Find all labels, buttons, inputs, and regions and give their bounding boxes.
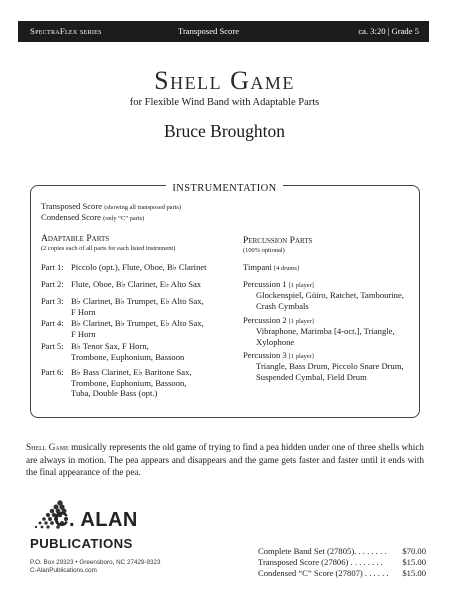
- publisher-website: C-AlanPublications.com: [30, 567, 97, 574]
- piece-title: Shell Game: [154, 66, 295, 95]
- timpani: Timpani [4 drums]: [243, 262, 300, 272]
- publisher-address: P.O. Box 29323 • Greensboro, NC 27429-9323: [30, 559, 161, 566]
- description-text: musically represents the old game of trying to find a pea hidden under one of three shells which are always in motion. The pea appears and disappears and the game gets faster and faster until it ends with the final appearance of the pea.: [26, 442, 424, 477]
- duration-grade: ca. 3:20 | Grade 5: [358, 26, 419, 36]
- description-title-ref: Shell Game: [26, 442, 69, 452]
- piece-subtitle: for Flexible Wind Band with Adaptable Parts: [129, 97, 320, 108]
- score-condensed: Condensed Score (only “C” parts): [41, 212, 145, 222]
- percussion-parts-note: (100% optional): [243, 247, 285, 254]
- publisher-logo: [30, 497, 180, 555]
- series-name: SpectraFlex series: [30, 26, 102, 36]
- composer-name: Bruce Broughton: [163, 121, 286, 141]
- percussion-parts-heading: Percussion Parts: [243, 235, 313, 246]
- piece-description: [26, 441, 424, 479]
- score-transposed: Transposed Score (showing all transposed parts): [41, 201, 182, 211]
- publisher-name-line1: C. ALAN: [54, 509, 138, 531]
- adaptable-parts-note: (2 copies each of all parts for each listed instrument): [41, 245, 176, 252]
- publisher-name-line2: PUBLICATIONS: [30, 536, 133, 551]
- series-header-bar: [18, 21, 429, 42]
- instrumentation-heading: INSTRUMENTATION: [0, 178, 449, 196]
- score-type: Transposed Score: [178, 26, 240, 36]
- adaptable-parts-heading: Adaptable Parts: [41, 233, 110, 244]
